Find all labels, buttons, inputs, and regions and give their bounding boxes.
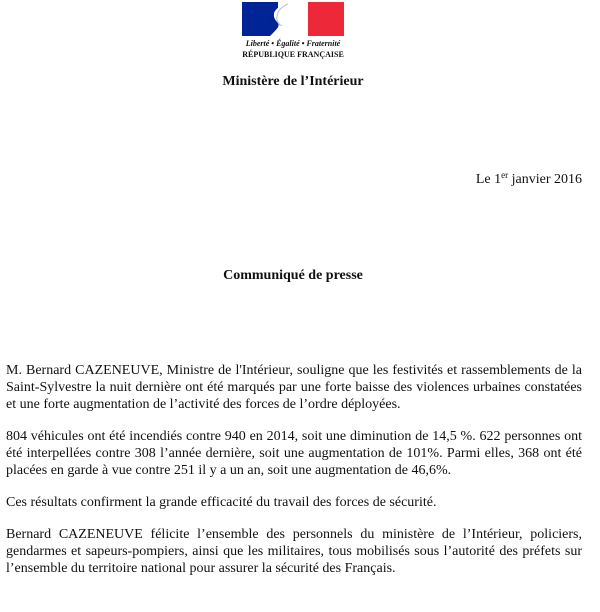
press-release-body [6, 362, 582, 592]
date-suffix: janvier 2016 [508, 172, 582, 187]
release-date [476, 172, 582, 188]
logo-republic-name: RÉPUBLIQUE FRANÇAISE [242, 50, 344, 59]
paragraph-intro: M. Bernard CAZENEUVE, Ministre de l'Intérieur, souligne que les festivités et rassemblements de la Saint-Sylvestre la nuit dernière ont été marqués par une forte baisse des violences urbaines constatées et une forte augmentation de l’activité des forces de l’ordre déployées. [6, 363, 582, 412]
ministry-name: Ministère de l’Intérieur [222, 74, 364, 89]
marianne-profile-icon [264, 2, 320, 36]
logo-motto: Liberté • Égalité • Fraternité [245, 39, 341, 48]
marianne-logo [242, 2, 344, 62]
press-release-title: Communiqué de presse [223, 268, 363, 283]
tricolor-flag-icon [242, 2, 344, 36]
date-prefix: Le 1 [475, 172, 502, 187]
paragraph-results: Ces résultats confirment la grande efficacité du travail des forces de sécurité. [6, 495, 437, 510]
paragraph-statistics: 804 véhicules ont été incendiés contre 940 en 2014, soit une diminution de 14,5 %. 622 personnes ont été interpellées contre 308 l’année dernière, soit une augmentation de 101%. Parmi elles, 368 ont été placées en garde à vue contre 251 il y a un an, soit une augmentation de 46,6%. [6, 429, 582, 478]
date-ordinal: er [501, 170, 509, 180]
paragraph-thanks: Bernard CAZENEUVE félicite l’ensemble des personnels du ministère de l’Intérieur, policiers, gendarmes et sapeurs-pompiers, ainsi que les militaires, tous mobilisés sous l’autorité des préfets sur l’ensemble du territoire national pour assurer la sécurité des Français. [6, 527, 582, 576]
